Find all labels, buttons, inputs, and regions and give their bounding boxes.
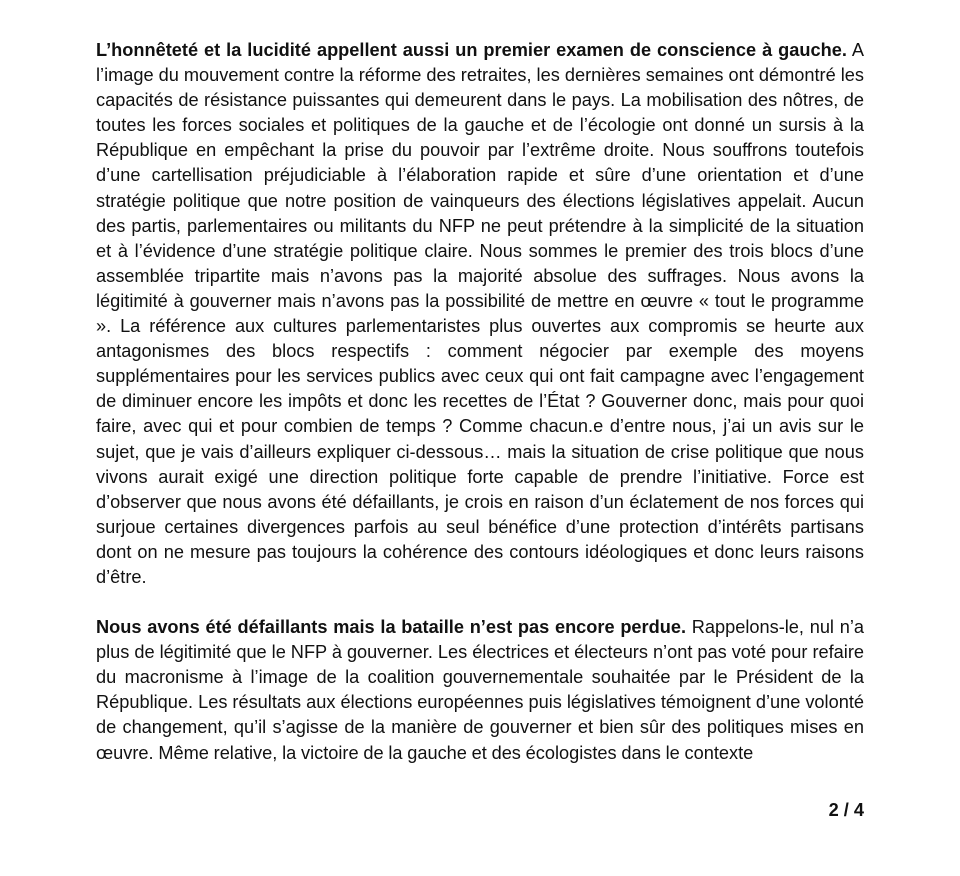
paragraph-lead: Nous avons été défaillants mais la bataille n’est pas encore perdue.: [96, 617, 687, 638]
paragraph-conscience: [96, 38, 864, 590]
paragraph-lead: L’honnêteté et la lucidité appellent aussi un premier examen de conscience à gauche.: [96, 40, 847, 60]
paragraph-bataille: [96, 615, 864, 766]
paragraph-body: A l’image du mouvement contre la réforme des retraites, les dernières semaines ont démontré les capacités de résistance puissantes qui demeurent dans le pays. La mobilisation des nôtres, de toutes les forces sociales et politiques de la gauche et de l’écologie ont donné un sursis à la République en empêchant la prise du pouvoir par l’extrême droite. Nous souffrons toutefois d’une cartellisation préjudiciable à l’élaboration rapide et sûre d’une orientation et d’une stratégie politique que notre position de vainqueurs des élections législatives appelait. Aucun des partis, parlementaires ou militants du NFP ne peut prétendre à la simplicité de la situation et à l’évidence d’une stratégie politique claire. Nous sommes le premier des trois blocs d’une assemblée tripartite mais n’avons pas la majorité absolue des suffrages. Nous avons la légitimité à gouverner mais n’avons pas la possibilité de mettre en œuvre « tout le programme ». La référence aux cultures parlementaristes plus ouvertes aux compromis se heurte aux antagonismes des blocs respectifs : comment négocier par exemple des moyens supplémentaires pour les services publics avec ceux qui ont fait campagne avec l’engagement de diminuer encore les impôts et donc les recettes de l’État ? Gouverner donc, mais pour quoi faire, avec qui et pour combien de temps ? Comme chacun.e d’entre nous, j’ai un avis sur le sujet, que je vais d’ailleurs expliquer ci-dessous… mais la situation de crise politique que nous vivons aurait exigé une direction politique forte capable de prendre l’initiative. Force est d’observer que nous avons été défaillants, je crois en raison d’un éclatement de nos forces qui surjoue certaines divergences parfois au seul bénéfice d’une protection d’intérêts partisans dont on ne mesure pas toujours la cohérence des contours idéologiques et donc leurs raisons d’être.: [96, 40, 864, 587]
document-page: [96, 38, 864, 766]
paragraph-body: Rappelons-le, nul n’a plus de légitimité que le NFP à gouverner. Les électrices et électeurs n’ont pas voté pour refaire du macronisme à l’image de la coalition gouvernementale souhaitée par le Président de la République. Les résultats aux élections européennes puis législatives témoignent d’une volonté de changement, qu’il s’agisse de la manière de gouverner et bien sûr des politiques mises en œuvre. Même relative, la victoire de la gauche et des écologistes dans le contexte: [96, 617, 864, 763]
page-number: 2 / 4: [828, 800, 864, 820]
